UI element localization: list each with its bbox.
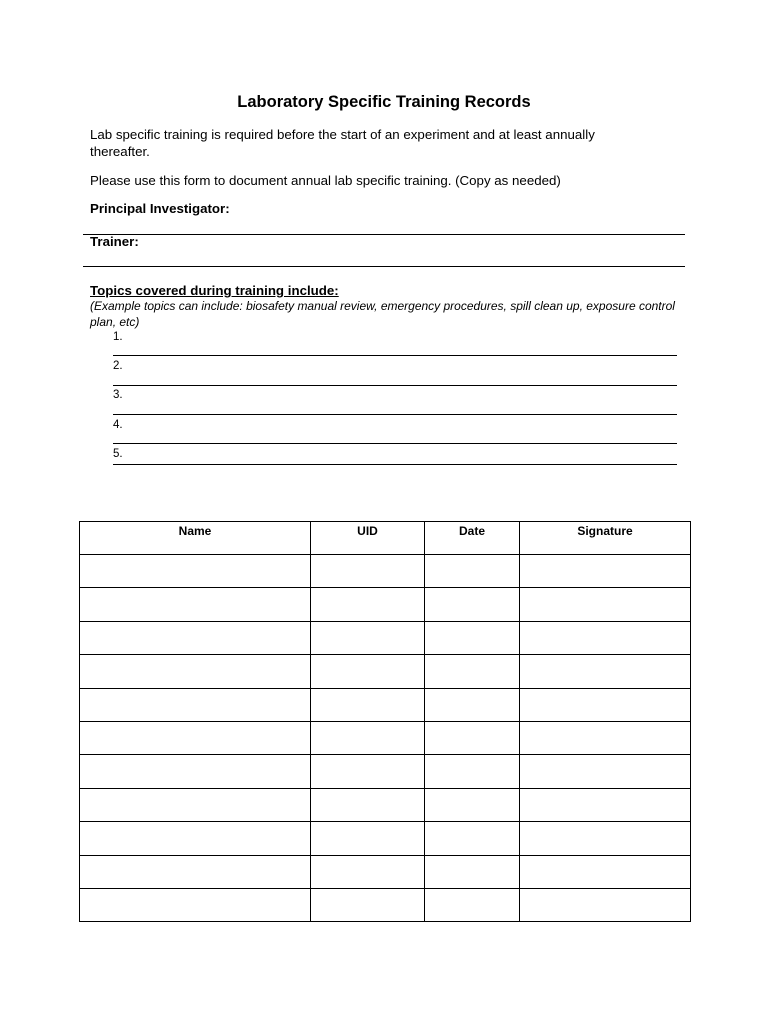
- table-cell-uid[interactable]: [311, 655, 425, 688]
- topic-number: 3.: [113, 389, 123, 401]
- page-title: Laboratory Specific Training Records: [237, 93, 531, 111]
- column-header-uid: UID: [311, 522, 425, 555]
- table-cell-uid[interactable]: [311, 855, 425, 888]
- column-header-date: Date: [425, 522, 520, 555]
- table-cell-name[interactable]: [80, 855, 311, 888]
- table-cell-signature[interactable]: [520, 855, 691, 888]
- table-cell-uid[interactable]: [311, 822, 425, 855]
- table-cell-date[interactable]: [425, 888, 520, 921]
- topic-number: 1.: [113, 331, 123, 343]
- topic-number: 2.: [113, 360, 123, 372]
- principal-investigator-label: Principal Investigator:: [90, 201, 230, 216]
- table-cell-name[interactable]: [80, 688, 311, 721]
- table-cell-uid[interactable]: [311, 755, 425, 788]
- table-cell-date[interactable]: [425, 721, 520, 754]
- table-cell-date[interactable]: [425, 588, 520, 621]
- table-header-row: [80, 522, 691, 555]
- table-row: [80, 822, 691, 855]
- table-cell-name[interactable]: [80, 555, 311, 588]
- topic-number: 5.: [113, 448, 123, 460]
- table-cell-name[interactable]: [80, 655, 311, 688]
- table-row: [80, 621, 691, 654]
- trainer-label: Trainer:: [90, 234, 139, 249]
- topic-field-line[interactable]: [113, 464, 677, 465]
- table-row: [80, 855, 691, 888]
- table-cell-date[interactable]: [425, 788, 520, 821]
- table-cell-date[interactable]: [425, 655, 520, 688]
- table-row: [80, 755, 691, 788]
- topic-field-line[interactable]: [113, 414, 677, 415]
- table-row: [80, 721, 691, 754]
- table-row: [80, 655, 691, 688]
- table-cell-name[interactable]: [80, 621, 311, 654]
- table-cell-name[interactable]: [80, 755, 311, 788]
- table-row: [80, 888, 691, 921]
- table-cell-name[interactable]: [80, 788, 311, 821]
- training-records-table: [79, 521, 691, 922]
- instructions-text: Please use this form to document annual lab specific training. (Copy as needed): [90, 173, 561, 188]
- table-cell-uid[interactable]: [311, 688, 425, 721]
- table-row: [80, 588, 691, 621]
- table-cell-uid[interactable]: [311, 888, 425, 921]
- table-cell-uid[interactable]: [311, 788, 425, 821]
- table-cell-name[interactable]: [80, 721, 311, 754]
- table-cell-uid[interactable]: [311, 721, 425, 754]
- table-cell-name[interactable]: [80, 588, 311, 621]
- principal-investigator-field-line[interactable]: [83, 234, 685, 235]
- table-row: [80, 555, 691, 588]
- table-cell-date[interactable]: [425, 555, 520, 588]
- table-cell-date[interactable]: [425, 688, 520, 721]
- topic-field-line[interactable]: [113, 355, 677, 356]
- table-cell-signature[interactable]: [520, 788, 691, 821]
- table-cell-signature[interactable]: [520, 555, 691, 588]
- table-cell-signature[interactable]: [520, 655, 691, 688]
- table-cell-date[interactable]: [425, 755, 520, 788]
- table-cell-date[interactable]: [425, 621, 520, 654]
- table-cell-signature[interactable]: [520, 721, 691, 754]
- table-cell-uid[interactable]: [311, 621, 425, 654]
- table-row: [80, 688, 691, 721]
- table-cell-date[interactable]: [425, 855, 520, 888]
- table-cell-uid[interactable]: [311, 555, 425, 588]
- column-header-signature: Signature: [520, 522, 691, 555]
- table-cell-signature[interactable]: [520, 688, 691, 721]
- table-cell-name[interactable]: [80, 888, 311, 921]
- intro-paragraph: Lab specific training is required before the start of an experiment and at least annually thereafter.: [90, 127, 595, 159]
- topics-heading: Topics covered during training include:: [90, 283, 339, 298]
- table-row: [80, 788, 691, 821]
- table-cell-signature[interactable]: [520, 822, 691, 855]
- topics-note: (Example topics can include: biosafety manual review, emergency procedures, spill clean up, exposure control plan, etc): [90, 299, 675, 329]
- table-cell-name[interactable]: [80, 822, 311, 855]
- column-header-name: Name: [80, 522, 311, 555]
- table-body: [80, 555, 691, 922]
- trainer-field-line[interactable]: [83, 266, 685, 267]
- topic-number: 4.: [113, 419, 123, 431]
- table-cell-date[interactable]: [425, 822, 520, 855]
- table-cell-signature[interactable]: [520, 621, 691, 654]
- topic-field-line[interactable]: [113, 443, 677, 444]
- table-cell-signature[interactable]: [520, 888, 691, 921]
- table-cell-signature[interactable]: [520, 588, 691, 621]
- table-cell-uid[interactable]: [311, 588, 425, 621]
- table-cell-signature[interactable]: [520, 755, 691, 788]
- topic-field-line[interactable]: [113, 385, 677, 386]
